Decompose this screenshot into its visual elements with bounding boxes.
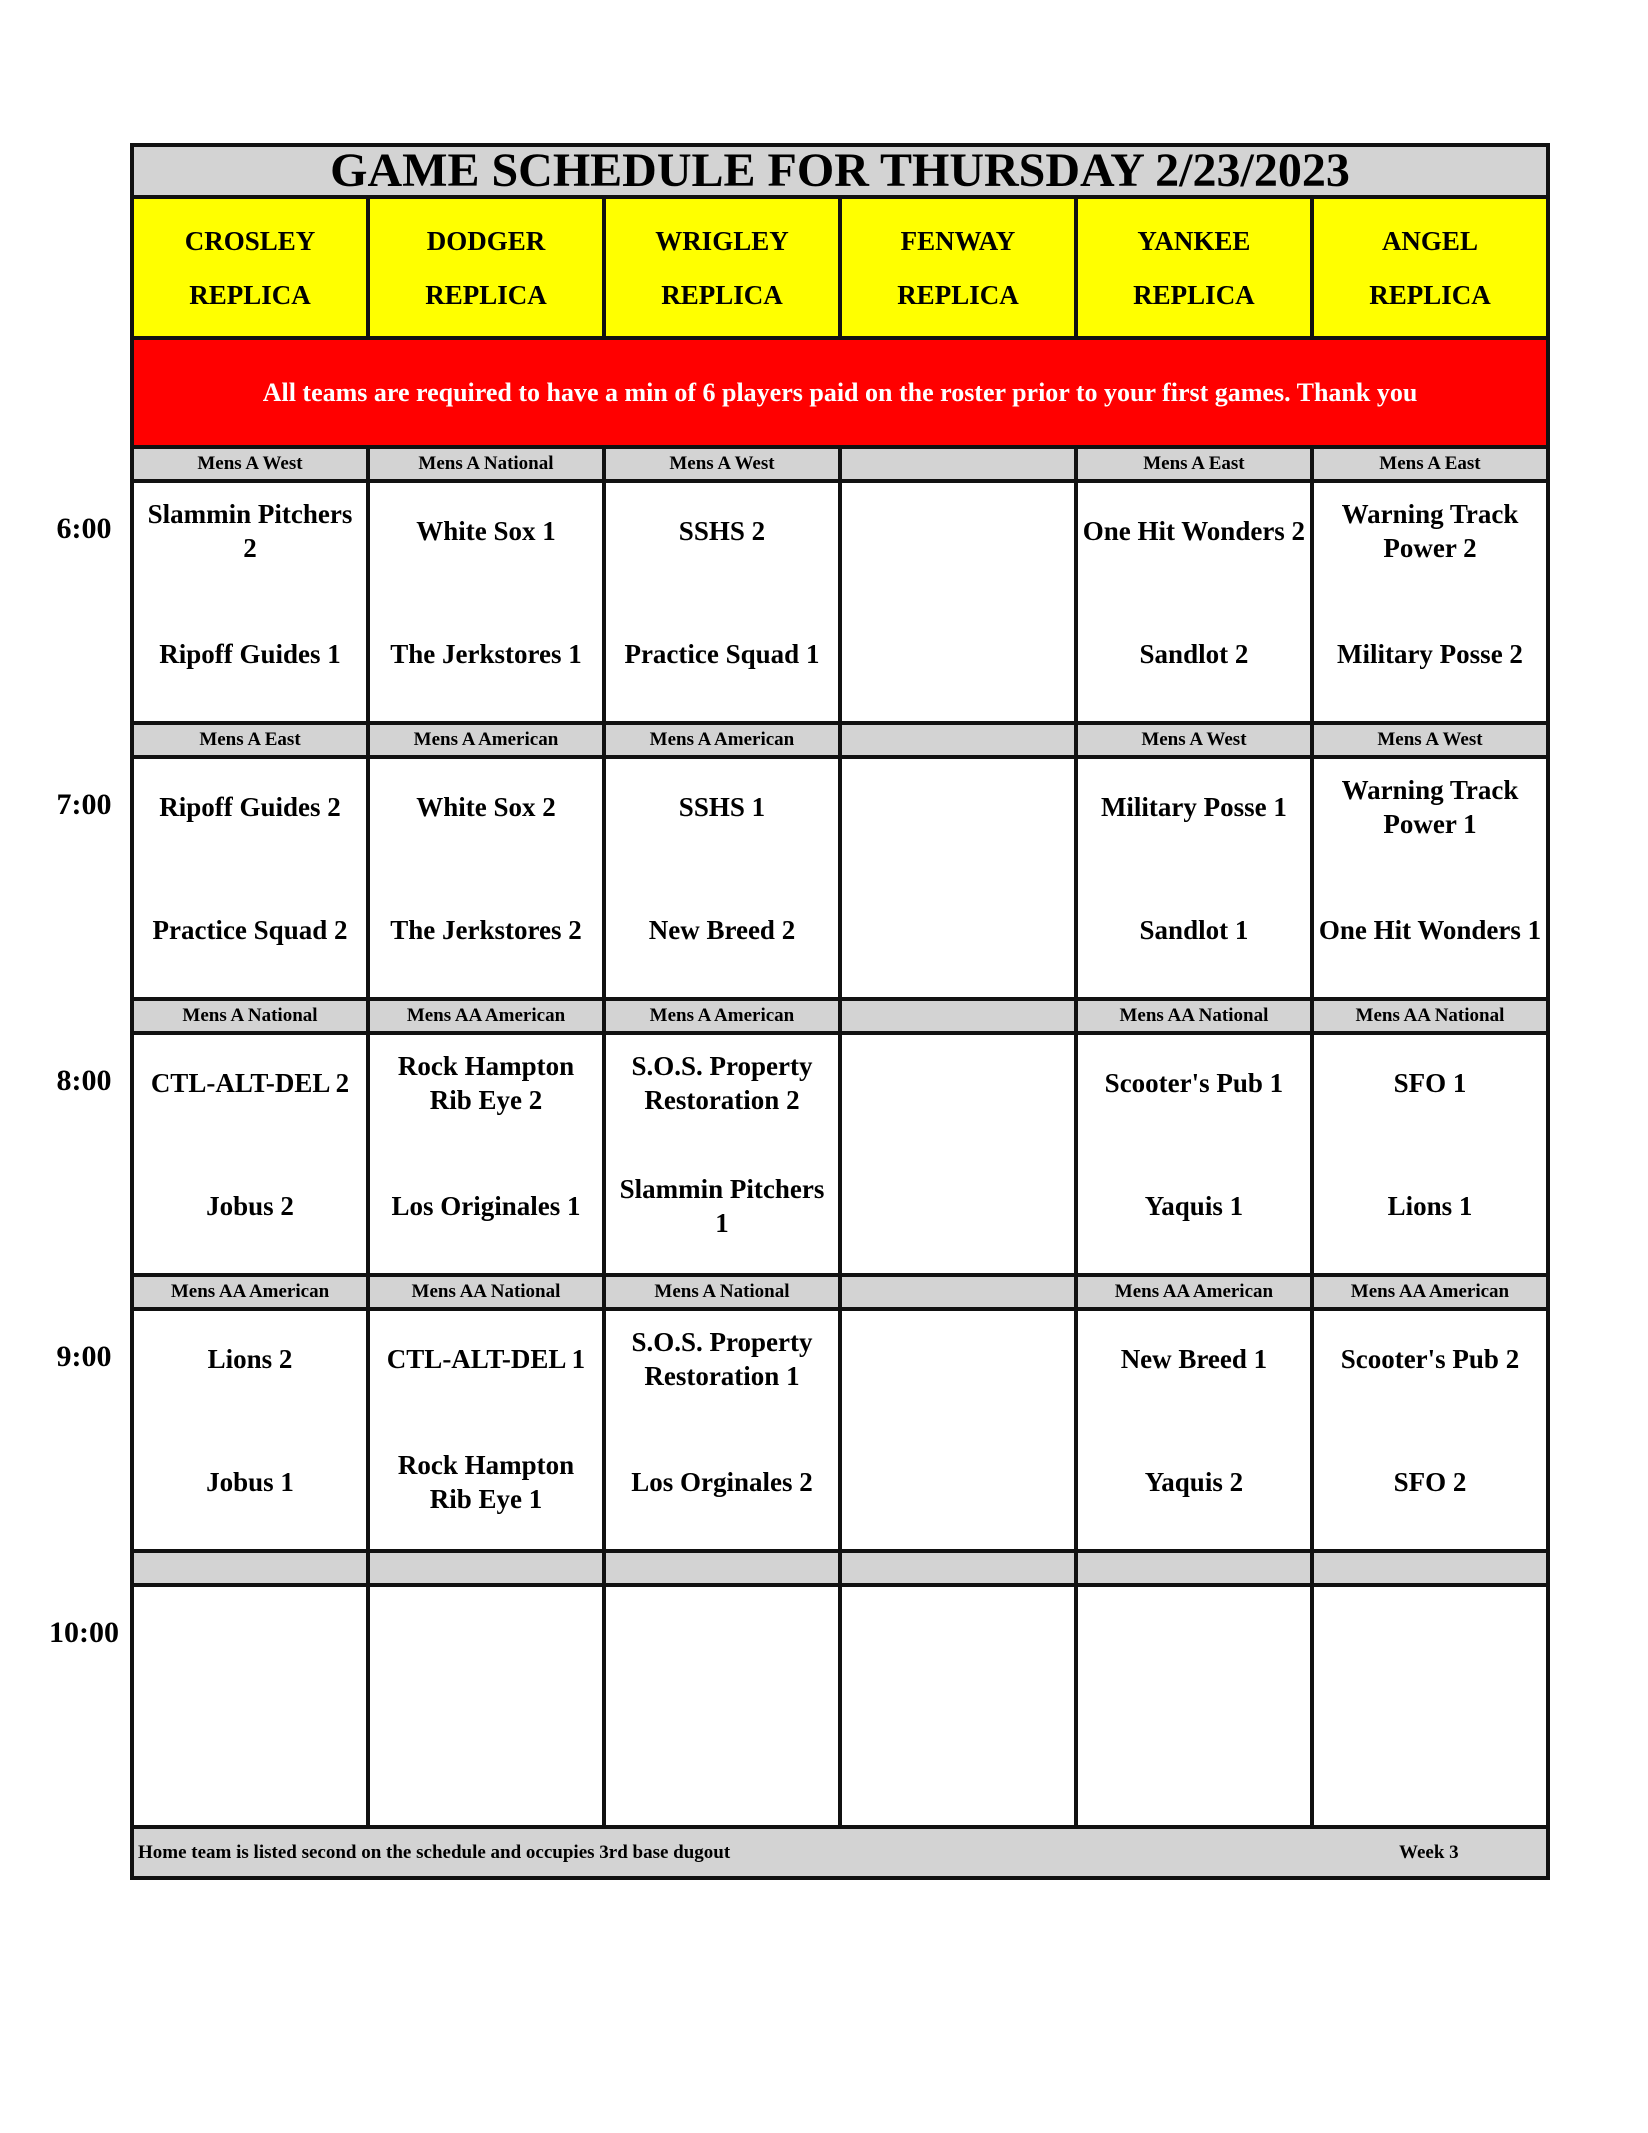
game-row: [132, 1309, 1548, 1551]
game-cell: [840, 757, 1076, 999]
away-team: Rock Hampton Rib Eye 2: [397, 1051, 575, 1115]
division-label: Mens AA American: [1076, 1275, 1312, 1309]
home-team: Los Orginales 2: [631, 1467, 813, 1497]
game-cell: [132, 481, 368, 723]
division-label: Mens A West: [1076, 723, 1312, 757]
game-cell: [368, 481, 604, 723]
away-team: [138, 1595, 362, 1675]
game-cell: [1076, 757, 1312, 999]
field-name: FENWAY: [900, 225, 1016, 256]
division-label: Mens A West: [1312, 723, 1548, 757]
game-cell: [368, 1309, 604, 1551]
division-label: [132, 1551, 368, 1585]
home-team: The Jerkstores 2: [390, 915, 582, 945]
game-cell: [1312, 481, 1548, 723]
division-label: Mens AA National: [1312, 999, 1548, 1033]
home-team: SFO 2: [1393, 1467, 1467, 1497]
game-cell: [604, 1309, 840, 1551]
game-cell: [604, 1585, 840, 1827]
division-label: [840, 1551, 1076, 1585]
division-label: Mens A National: [132, 999, 368, 1033]
home-team: [138, 1718, 362, 1798]
away-team: [846, 1319, 1070, 1399]
division-label: [368, 1551, 604, 1585]
away-team: Scooter's Pub 2: [1340, 1344, 1520, 1374]
division-row: [132, 723, 1548, 757]
game-cell: [368, 1033, 604, 1275]
footer-row: [132, 1827, 1548, 1878]
home-team: [846, 1718, 1070, 1798]
away-team: CTL-ALT-DEL 1: [386, 1344, 586, 1374]
away-team: White Sox 1: [416, 516, 556, 546]
time-label: 8:00: [56, 1064, 112, 1097]
home-team: The Jerkstores 1: [390, 639, 582, 669]
away-team: New Breed 1: [1120, 1344, 1268, 1374]
home-team: [846, 1442, 1070, 1522]
division-row: [132, 999, 1548, 1033]
away-team: Warning Track Power 1: [1341, 775, 1519, 839]
away-team: [1082, 1595, 1306, 1675]
division-label: [1076, 1551, 1312, 1585]
game-cell: [840, 1033, 1076, 1275]
game-cell: [132, 1309, 368, 1551]
division-label: Mens A East: [132, 723, 368, 757]
time-label: 9:00: [56, 1340, 112, 1373]
division-label: Mens AA American: [368, 999, 604, 1033]
home-team: One Hit Wonders 1: [1318, 915, 1542, 945]
away-team: [846, 1595, 1070, 1675]
home-team: Yaquis 2: [1144, 1467, 1244, 1497]
division-label: [604, 1551, 840, 1585]
away-team: [374, 1595, 598, 1675]
home-team: [1318, 1718, 1542, 1798]
division-label: [840, 447, 1076, 481]
away-team: Ripoff Guides 2: [159, 792, 341, 822]
game-cell: [1076, 1309, 1312, 1551]
division-label: [840, 1275, 1076, 1309]
game-cell: [1312, 1309, 1548, 1551]
home-team: Sandlot 2: [1139, 639, 1249, 669]
time-label: 7:00: [56, 788, 112, 821]
away-team: SSHS 1: [678, 792, 766, 822]
division-label: Mens A National: [604, 1275, 840, 1309]
home-team: Lions 1: [1387, 1191, 1473, 1221]
division-label: Mens A National: [368, 447, 604, 481]
field-name: YANKEE: [1137, 225, 1251, 256]
away-team: [846, 767, 1070, 847]
time-label: 10:00: [49, 1616, 119, 1649]
schedule-table: [130, 143, 1550, 1880]
division-label: Mens AA National: [368, 1275, 604, 1309]
division-row: [132, 1551, 1548, 1585]
field-type: REPLICA: [661, 279, 783, 310]
division-label: [840, 999, 1076, 1033]
division-row: [132, 1275, 1548, 1309]
field-header-angel: [1312, 197, 1548, 338]
field-header-dodger: [368, 197, 604, 338]
division-label: Mens A East: [1076, 447, 1312, 481]
away-team: Lions 2: [207, 1344, 293, 1374]
away-team: SFO 1: [1393, 1068, 1467, 1098]
division-label: Mens AA American: [132, 1275, 368, 1309]
home-team: Jobus 2: [206, 1191, 294, 1221]
notice-row: [132, 338, 1548, 447]
division-label: Mens A East: [1312, 447, 1548, 481]
home-team: [846, 614, 1070, 694]
away-team: S.O.S. Property Restoration 2: [631, 1051, 813, 1115]
time-label: 6:00: [56, 512, 112, 545]
game-cell: [368, 1585, 604, 1827]
field-type: REPLICA: [189, 279, 311, 310]
field-header-wrigley: [604, 197, 840, 338]
field-name: DODGER: [426, 225, 546, 256]
game-cell: [132, 1033, 368, 1275]
field-type: REPLICA: [1133, 279, 1255, 310]
title-row: [132, 145, 1548, 197]
game-cell: [1312, 1585, 1548, 1827]
home-team: Los Originales 1: [391, 1191, 581, 1221]
home-team: [610, 1718, 834, 1798]
game-cell: [604, 481, 840, 723]
home-team: Yaquis 1: [1144, 1191, 1244, 1221]
home-team: [846, 1166, 1070, 1246]
division-label: Mens A West: [604, 447, 840, 481]
division-label: [840, 723, 1076, 757]
game-cell: [840, 1585, 1076, 1827]
away-team: [610, 1595, 834, 1675]
division-label: Mens AA American: [1312, 1275, 1548, 1309]
week-label: Week 3: [1399, 1841, 1459, 1863]
game-cell: [1076, 1033, 1312, 1275]
away-team: White Sox 2: [416, 792, 556, 822]
away-team: CTL-ALT-DEL 2: [150, 1068, 350, 1098]
home-team: [1082, 1718, 1306, 1798]
field-header-fenway: [840, 197, 1076, 338]
home-team: [374, 1718, 598, 1798]
away-team: Warning Track Power 2: [1341, 499, 1519, 563]
away-team: One Hit Wonders 2: [1082, 516, 1306, 546]
division-label: Mens A American: [604, 999, 840, 1033]
field-name: CROSLEY: [184, 225, 316, 256]
game-cell: [604, 757, 840, 999]
home-team: Slammin Pitchers 1: [619, 1174, 825, 1238]
field-header-row: [132, 197, 1548, 338]
away-team: [846, 1043, 1070, 1123]
game-cell: [1312, 757, 1548, 999]
field-type: REPLICA: [897, 279, 1019, 310]
field-name: WRIGLEY: [655, 225, 789, 256]
home-team: Ripoff Guides 1: [159, 639, 341, 669]
away-team: [1318, 1595, 1542, 1675]
footer-bar: [132, 1827, 1548, 1878]
game-row: [132, 481, 1548, 723]
field-type: REPLICA: [1369, 279, 1491, 310]
game-cell: [1076, 481, 1312, 723]
home-team: Rock Hampton Rib Eye 1: [397, 1450, 575, 1514]
field-header-yankee: [1076, 197, 1312, 338]
game-cell: [840, 481, 1076, 723]
game-cell: [840, 1309, 1076, 1551]
home-team: Sandlot 1: [1139, 915, 1249, 945]
division-label: [1312, 1551, 1548, 1585]
away-team: [846, 491, 1070, 571]
field-name: ANGEL: [1381, 225, 1478, 256]
home-team: Military Posse 2: [1336, 639, 1523, 669]
away-team: Slammin Pitchers 2: [147, 499, 353, 563]
home-team: Practice Squad 2: [152, 915, 348, 945]
division-label: Mens A West: [132, 447, 368, 481]
game-row: [132, 757, 1548, 999]
away-team: Scooter's Pub 1: [1104, 1068, 1284, 1098]
field-header-crosley: [132, 197, 368, 338]
game-cell: [132, 1585, 368, 1827]
home-team: New Breed 2: [648, 915, 796, 945]
game-row: [132, 1033, 1548, 1275]
game-cell: [604, 1033, 840, 1275]
game-cell: [368, 757, 604, 999]
roster-notice: All teams are required to have a min of 6 players paid on the roster prior to your first games. Thank you: [132, 338, 1548, 447]
division-label: Mens A American: [604, 723, 840, 757]
away-team: Military Posse 1: [1100, 792, 1287, 822]
division-label: Mens A American: [368, 723, 604, 757]
division-row: [132, 447, 1548, 481]
home-team: [846, 890, 1070, 970]
home-team: Jobus 1: [206, 1467, 294, 1497]
game-cell: [132, 757, 368, 999]
away-team: SSHS 2: [678, 516, 766, 546]
away-team: S.O.S. Property Restoration 1: [631, 1327, 813, 1391]
home-team-note: Home team is listed second on the schedule and occupies 3rd base dugout: [138, 1841, 731, 1863]
game-cell: [1312, 1033, 1548, 1275]
schedule-title: GAME SCHEDULE FOR THURSDAY 2/23/2023: [132, 145, 1548, 197]
game-cell: [1076, 1585, 1312, 1827]
home-team: Practice Squad 1: [624, 639, 820, 669]
field-type: REPLICA: [425, 279, 547, 310]
division-label: Mens AA National: [1076, 999, 1312, 1033]
game-row: [132, 1585, 1548, 1827]
